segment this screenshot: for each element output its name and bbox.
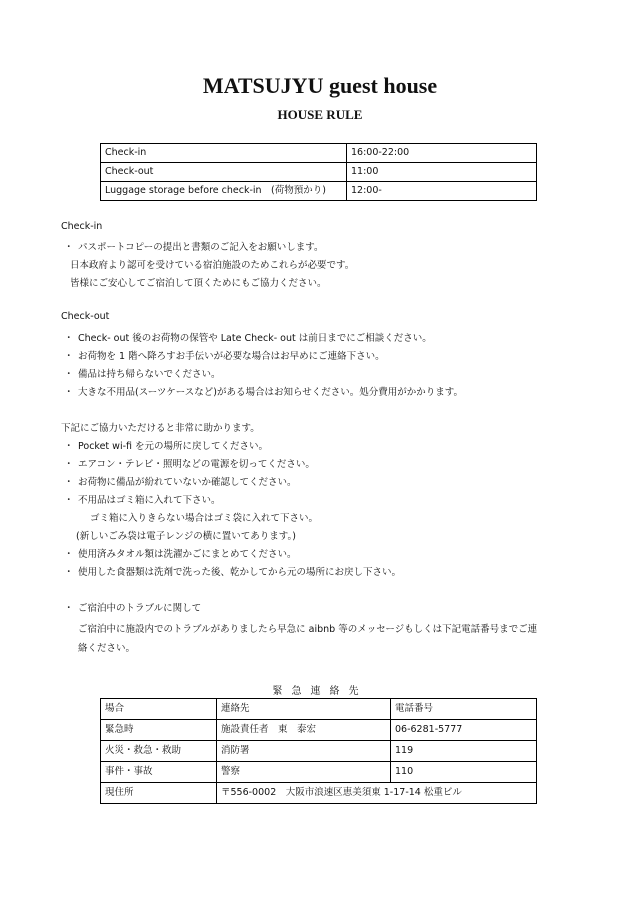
bullet: ・ (64, 387, 74, 398)
list-item: 皆様にご安心してご宿泊して頂くためにもご協力ください。 (70, 278, 327, 289)
document-subtitle: HOUSE RULE (277, 107, 363, 122)
table-row (101, 182, 537, 201)
list-item: (新しいごみ袋は電子レンジの横に置いてあります。) (76, 531, 296, 542)
cooperation-heading: 下記にご協力いただけると非常に助かります。 (61, 423, 260, 434)
table-row (101, 163, 537, 182)
checkout-heading: Check-out (61, 311, 110, 322)
list-item: Pocket wi-fi を元の場所に戻してください。 (78, 441, 269, 452)
header-cell: 電話番号 (391, 699, 537, 720)
table-header-row (101, 699, 537, 720)
schedule-label: Check-out (101, 163, 347, 182)
bullet: ・ (64, 333, 74, 344)
emergency-title: 緊急連絡先 (272, 686, 368, 697)
list-item: Check- out 後のお荷物の保管や Late Check- out は前日までにご相談ください。 (78, 333, 432, 344)
list-item: パスポートコピーの提出と書類のご記入をお願いします。 (78, 242, 324, 253)
case-cell: 事件・事故 (101, 762, 217, 783)
bullet: ・ (64, 603, 74, 614)
bullet: ・ (64, 495, 74, 506)
list-item: 不用品はゴミ箱に入れて下さい。 (78, 495, 221, 506)
schedule-value: 16:00-22:00 (347, 144, 537, 163)
trouble-heading: ご宿泊中のトラブルに関して (78, 603, 202, 614)
list-item: 日本政府より認可を受けている宿泊施設のためこれらが必要です。 (70, 260, 355, 271)
bullet: ・ (64, 477, 74, 488)
table-row (101, 144, 537, 163)
list-item: 備品は持ち帰らないでください。 (78, 369, 221, 380)
trouble-body: 絡ください。 (78, 643, 136, 654)
table-row (101, 783, 537, 804)
phone-cell: 06-6281-5777 (391, 720, 537, 741)
schedule-table (100, 143, 537, 201)
case-cell: 火災・救急・救助 (101, 741, 217, 762)
phone-cell: 110 (391, 762, 537, 783)
schedule-value: 12:00- (347, 182, 537, 201)
schedule-value: 11:00 (347, 163, 537, 182)
bullet: ・ (64, 242, 74, 253)
header-cell: 連絡先 (217, 699, 391, 720)
list-item: お荷物に備品が紛れていないか確認してください。 (78, 477, 297, 488)
document-title: MATSUJYU guest house (202, 73, 438, 98)
header-cell: 場合 (101, 699, 217, 720)
emergency-table (100, 698, 537, 804)
trouble-body: ご宿泊中に施設内でのトラブルがありましたら早急に aibnb 等のメッセージもしくは下記電話番号までご連 (78, 624, 538, 635)
list-item: 大きな不用品(スーツケースなど)がある場合はお知らせください。処分費用がかかります。 (78, 387, 463, 398)
list-item: 使用済みタオル類は洗濯かごにまとめてください。 (78, 549, 297, 560)
address-label-cell: 現住所 (101, 783, 217, 804)
schedule-label: Luggage storage before check-in (荷物預かり) (101, 182, 347, 201)
bullet: ・ (64, 441, 74, 452)
checkin-heading: Check-in (61, 221, 103, 232)
table-row (101, 741, 537, 762)
schedule-label: Check-in (101, 144, 347, 163)
contact-cell: 警察 (217, 762, 391, 783)
phone-cell: 119 (391, 741, 537, 762)
list-item: お荷物を 1 階へ降ろすお手伝いが必要な場合はお早めにご連絡下さい。 (78, 351, 385, 362)
list-item: ゴミ箱に入りきらない場合はゴミ袋に入れて下さい。 (90, 513, 319, 524)
list-item: エアコン・テレビ・照明などの電源を切ってください。 (78, 459, 315, 470)
contact-cell: 施設責任者 東 泰宏 (217, 720, 391, 741)
bullet: ・ (64, 567, 74, 578)
table-row (101, 762, 537, 783)
table-row (101, 720, 537, 741)
bullet: ・ (64, 549, 74, 560)
case-cell: 緊急時 (101, 720, 217, 741)
bullet: ・ (64, 369, 74, 380)
address-cell: 〒556-0002 大阪市浪速区恵美須東 1-17-14 松重ビル (217, 783, 537, 804)
bullet: ・ (64, 459, 74, 470)
list-item: 使用した食器類は洗剤で洗った後、乾かしてから元の場所にお戻し下さい。 (78, 567, 402, 578)
contact-cell: 消防署 (217, 741, 391, 762)
bullet: ・ (64, 351, 74, 362)
